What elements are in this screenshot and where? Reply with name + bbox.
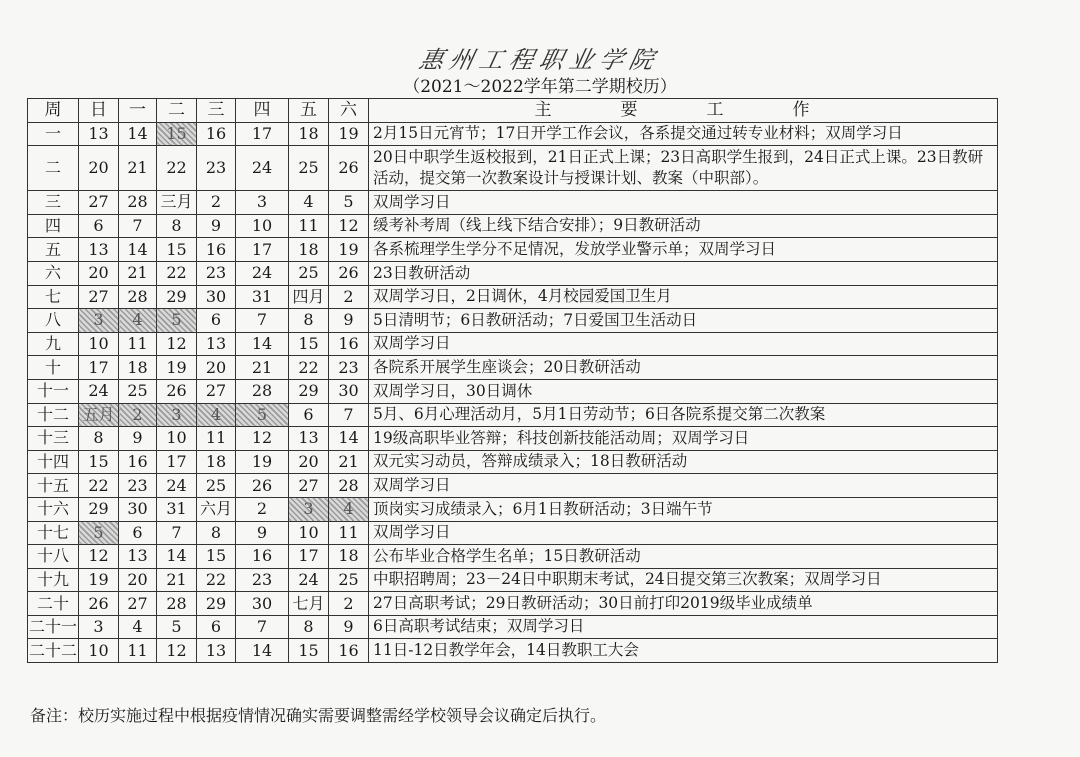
day-cell: 25 [289,146,329,191]
main-work-cell: 5月、6月心理活动月，5月1日劳动节；6日各院系提交第二次教案 [369,403,998,427]
day-cell: 10 [289,521,329,545]
week-number-cell: 九 [28,332,79,356]
day-cell: 27 [289,474,329,498]
week-number-cell: 十三 [28,427,79,451]
day-cell: 13 [289,427,329,451]
day-cell: 16 [329,332,369,356]
week-number-cell: 八 [28,309,79,333]
header-sun: 日 [79,99,119,123]
day-cell: 21 [119,261,157,285]
day-cell: 28 [329,474,369,498]
day-cell: 3 [79,309,119,333]
week-number-cell: 六 [28,261,79,285]
day-cell: 18 [289,238,329,262]
day-cell: 七月 [289,592,329,616]
day-cell: 28 [236,379,289,403]
day-cell: 12 [236,427,289,451]
day-cell: 10 [79,639,119,663]
day-cell: 15 [157,238,197,262]
day-cell: 29 [197,592,236,616]
day-cell: 23 [236,568,289,592]
week-number-cell: 二十 [28,592,79,616]
table-header-row [28,99,998,123]
day-cell: 9 [197,214,236,238]
day-cell: 12 [329,214,369,238]
day-cell: 5 [236,403,289,427]
day-cell: 27 [197,379,236,403]
day-cell: 3 [289,497,329,521]
week-number-cell: 二 [28,146,79,191]
day-cell: 17 [236,238,289,262]
week-number-cell: 十一 [28,379,79,403]
day-cell: 6 [197,309,236,333]
main-work-cell: 27日高职考试；29日教研活动；30日前打印2019级毕业成绩单 [369,592,998,616]
footer-note: 备注：校历实施过程中根据疫情情况确实需要调整需经学校领导会议确定后执行。 [30,706,607,725]
table-row [28,261,998,285]
week-number-cell: 一 [28,122,79,146]
table-row [28,238,998,262]
day-cell: 22 [79,474,119,498]
day-cell: 17 [236,122,289,146]
main-work-cell: 顶岗实习成绩录入；6月1日教研活动；3日端午节 [369,497,998,521]
day-cell: 六月 [197,497,236,521]
day-cell: 30 [236,592,289,616]
day-cell: 26 [329,261,369,285]
header-main-work: 主 要 工 作 [369,99,998,123]
day-cell: 26 [236,474,289,498]
day-cell: 26 [157,379,197,403]
table-row [28,545,998,569]
day-cell: 25 [289,261,329,285]
day-cell: 7 [119,214,157,238]
day-cell: 23 [119,474,157,498]
day-cell: 9 [119,427,157,451]
main-work-cell: 中职招聘周；23－24日中职期末考试，24日提交第三次教案；双周学习日 [369,568,998,592]
day-cell: 24 [236,146,289,191]
day-cell: 三月 [157,191,197,215]
day-cell: 19 [329,238,369,262]
day-cell: 28 [119,285,157,309]
main-work-cell: 公布毕业合格学生名单；15日教研活动 [369,545,998,569]
day-cell: 4 [119,309,157,333]
day-cell: 21 [119,146,157,191]
header-mon: 一 [119,99,157,123]
day-cell: 12 [157,639,197,663]
main-work-cell: 23日教研活动 [369,261,998,285]
table-row [28,497,998,521]
table-row [28,146,998,191]
table-row [28,356,998,380]
day-cell: 17 [157,450,197,474]
day-cell: 6 [79,214,119,238]
day-cell: 五月 [79,403,119,427]
day-cell: 21 [157,568,197,592]
week-number-cell: 十六 [28,497,79,521]
main-work-cell: 双周学习日 [369,332,998,356]
day-cell: 4 [289,191,329,215]
day-cell: 13 [197,639,236,663]
day-cell: 8 [289,615,329,639]
day-cell: 22 [289,356,329,380]
day-cell: 16 [119,450,157,474]
day-cell: 13 [79,238,119,262]
day-cell: 2 [119,403,157,427]
day-cell: 8 [197,521,236,545]
day-cell: 27 [119,592,157,616]
day-cell: 2 [197,191,236,215]
main-work-cell: 19级高职毕业答辩；科技创新技能活动周；双周学习日 [369,427,998,451]
table-row [28,285,998,309]
day-cell: 18 [119,356,157,380]
day-cell: 5 [329,191,369,215]
day-cell: 14 [236,332,289,356]
day-cell: 11 [119,332,157,356]
day-cell: 15 [289,639,329,663]
day-cell: 2 [236,497,289,521]
day-cell: 15 [289,332,329,356]
day-cell: 19 [157,356,197,380]
day-cell: 9 [329,615,369,639]
day-cell: 12 [79,545,119,569]
header-sat: 六 [329,99,369,123]
main-work-cell: 各院系开展学生座谈会；20日教研活动 [369,356,998,380]
day-cell: 30 [329,379,369,403]
day-cell: 29 [157,285,197,309]
week-number-cell: 十四 [28,450,79,474]
day-cell: 17 [79,356,119,380]
week-number-cell: 十 [28,356,79,380]
day-cell: 2 [329,592,369,616]
table-row [28,474,998,498]
header-fri: 五 [289,99,329,123]
header-thu: 四 [236,99,289,123]
day-cell: 29 [79,497,119,521]
day-cell: 19 [236,450,289,474]
day-cell: 31 [157,497,197,521]
main-work-cell: 6日高职考试结束；双周学习日 [369,615,998,639]
day-cell: 5 [79,521,119,545]
week-number-cell: 五 [28,238,79,262]
day-cell: 21 [236,356,289,380]
day-cell: 23 [197,146,236,191]
day-cell: 11 [197,427,236,451]
main-work-cell: 20日中职学生返校报到，21日正式上课；23日高职学生报到，24日正式上课。23日教研活动，提交第一次教案设计与授课计划、教案（中职部）。 [369,146,998,191]
day-cell: 26 [79,592,119,616]
day-cell: 30 [119,497,157,521]
day-cell: 14 [329,427,369,451]
table-row [28,403,998,427]
day-cell: 5 [157,615,197,639]
day-cell: 19 [329,122,369,146]
day-cell: 16 [236,545,289,569]
day-cell: 11 [119,639,157,663]
week-number-cell: 四 [28,214,79,238]
table-row [28,450,998,474]
day-cell: 22 [157,261,197,285]
main-work-cell: 各系梳理学生学分不足情况，发放学业警示单；双周学习日 [369,238,998,262]
day-cell: 20 [119,568,157,592]
school-calendar-table [27,98,998,663]
day-cell: 20 [197,356,236,380]
school-logo-calligraphy: 惠州工程职业学院 [416,46,663,74]
day-cell: 24 [236,261,289,285]
table-row [28,379,998,403]
day-cell: 11 [329,521,369,545]
day-cell: 24 [79,379,119,403]
table-row [28,568,998,592]
day-cell: 17 [289,545,329,569]
week-number-cell: 二十一 [28,615,79,639]
day-cell: 18 [289,122,329,146]
day-cell: 4 [119,615,157,639]
day-cell: 3 [157,403,197,427]
day-cell: 10 [236,214,289,238]
day-cell: 21 [329,450,369,474]
day-cell: 14 [236,639,289,663]
main-work-cell: 双周学习日 [369,474,998,498]
table-row [28,309,998,333]
day-cell: 23 [197,261,236,285]
day-cell: 28 [119,191,157,215]
main-work-cell: 双元实习动员，答辩成绩录入；18日教研活动 [369,450,998,474]
day-cell: 8 [79,427,119,451]
day-cell: 22 [157,146,197,191]
table-row [28,191,998,215]
day-cell: 四月 [289,285,329,309]
day-cell: 14 [119,238,157,262]
day-cell: 25 [197,474,236,498]
day-cell: 27 [79,285,119,309]
day-cell: 31 [236,285,289,309]
calendar-body [28,122,998,662]
day-cell: 4 [329,497,369,521]
main-work-cell: 双周学习日，2日调休，4月校园爱国卫生月 [369,285,998,309]
day-cell: 6 [197,615,236,639]
main-work-cell: 5日清明节；6日教研活动；7日爱国卫生活动日 [369,309,998,333]
day-cell: 25 [119,379,157,403]
day-cell: 7 [236,615,289,639]
day-cell: 19 [79,568,119,592]
day-cell: 30 [197,285,236,309]
day-cell: 27 [79,191,119,215]
day-cell: 6 [119,521,157,545]
day-cell: 2 [329,285,369,309]
day-cell: 10 [157,427,197,451]
day-cell: 11 [289,214,329,238]
day-cell: 8 [157,214,197,238]
week-number-cell: 十八 [28,545,79,569]
main-work-cell: 双周学习日 [369,521,998,545]
day-cell: 10 [79,332,119,356]
day-cell: 4 [197,403,236,427]
day-cell: 20 [79,146,119,191]
day-cell: 24 [289,568,329,592]
day-cell: 6 [289,403,329,427]
main-work-cell: 双周学习日，30日调休 [369,379,998,403]
table-row [28,427,998,451]
table-row [28,332,998,356]
day-cell: 20 [289,450,329,474]
day-cell: 18 [329,545,369,569]
table-row [28,521,998,545]
header-tue: 二 [157,99,197,123]
day-cell: 9 [236,521,289,545]
day-cell: 7 [236,309,289,333]
day-cell: 13 [119,545,157,569]
day-cell: 13 [197,332,236,356]
main-work-cell: 双周学习日 [369,191,998,215]
calendar-subtitle: （2021～2022学年第二学期校历） [403,77,677,97]
day-cell: 14 [119,122,157,146]
week-number-cell: 十五 [28,474,79,498]
header-wed: 三 [197,99,236,123]
day-cell: 16 [197,238,236,262]
day-cell: 25 [329,568,369,592]
day-cell: 24 [157,474,197,498]
day-cell: 7 [329,403,369,427]
day-cell: 13 [79,122,119,146]
day-cell: 20 [79,261,119,285]
table-row [28,122,998,146]
day-cell: 3 [79,615,119,639]
main-work-cell: 2月15日元宵节；17日开学工作会议，各系提交通过转专业材料；双周学习日 [369,122,998,146]
day-cell: 16 [329,639,369,663]
day-cell: 28 [157,592,197,616]
table-row [28,214,998,238]
day-cell: 8 [289,309,329,333]
main-work-cell: 11日-12日教学年会，14日教职工大会 [369,639,998,663]
day-cell: 29 [289,379,329,403]
day-cell: 22 [197,568,236,592]
day-cell: 5 [157,309,197,333]
day-cell: 7 [157,521,197,545]
day-cell: 26 [329,146,369,191]
week-number-cell: 十二 [28,403,79,427]
header-week: 周 [28,99,79,123]
table-row [28,592,998,616]
day-cell: 15 [157,122,197,146]
week-number-cell: 七 [28,285,79,309]
day-cell: 9 [329,309,369,333]
day-cell: 14 [157,545,197,569]
main-work-cell: 缓考补考周（线上线下结合安排）；9日教研活动 [369,214,998,238]
day-cell: 3 [236,191,289,215]
week-number-cell: 十七 [28,521,79,545]
day-cell: 23 [329,356,369,380]
day-cell: 18 [197,450,236,474]
table-row [28,639,998,663]
day-cell: 16 [197,122,236,146]
day-cell: 12 [157,332,197,356]
week-number-cell: 十九 [28,568,79,592]
week-number-cell: 二十二 [28,639,79,663]
table-row [28,615,998,639]
day-cell: 15 [197,545,236,569]
day-cell: 15 [79,450,119,474]
week-number-cell: 三 [28,191,79,215]
